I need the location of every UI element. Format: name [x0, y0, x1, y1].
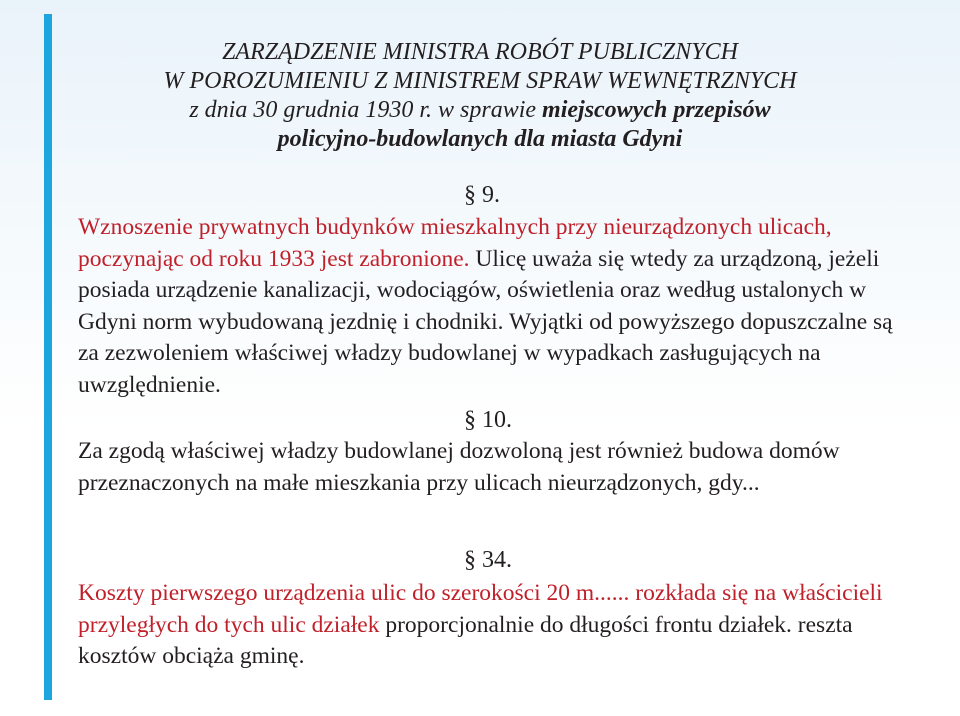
- section-10-paragraph: [78, 436, 908, 499]
- section-34-number: § 34.: [464, 547, 512, 573]
- header-line-2: W POROZUMIENIU Z MINISTREM SPRAW WEWNĘTRZNYCH: [163, 68, 797, 94]
- section-10-text: Za zgodą właściwej władzy budowlanej dozwoloną jest również budowa domów przeznaczonych na małe mieszkania przy ulicach nieurządzonych, gdy...: [78, 438, 840, 496]
- section-9-paragraph: [78, 212, 908, 401]
- header-line-3-plain: z dnia 30 grudnia 1930 r. w sprawie: [189, 97, 543, 123]
- section-9-red-text: Wznoszenie prywatnych budynków mieszkalnych przy nieurządzonych ulicach, poczynając od roku 1933 jest zabronione.: [78, 214, 832, 272]
- header-line-4: policyjno-budowlanych dla miasta Gdyni: [277, 126, 683, 152]
- header-line-3: [110, 96, 850, 125]
- section-34-text: proporcjonalnie do długości frontu działek. reszta kosztów obciąża gminę.: [78, 611, 853, 669]
- header-line-3-bold: miejscowych przepisów: [542, 97, 771, 123]
- accent-bar: [44, 14, 52, 700]
- section-10-number: § 10.: [464, 407, 512, 433]
- section-34-red-text: Koszty pierwszego urządzenia ulic do szerokości 20 m...... rozkłada się na właścicieli przyległych do tych ulic działek: [78, 580, 883, 638]
- header-line-1: ZARZĄDZENIE MINISTRA ROBÓT PUBLICZNYCH: [222, 39, 738, 65]
- section-9-text: Ulicę uważa się wtedy za urządzoną, jeżeli posiada urządzenie kanalizacji, wodociągów, oświetlenia oraz według ustalonych w Gdyni norm wybudowaną jezdnię i chodniki. Wyjątki od powyższego dopuszczalne są za zezwoleniem właściwej władzy budowlanej w wypadkach zasługujących na uwzględnienie.: [78, 245, 893, 398]
- section-9-number: § 9.: [464, 182, 500, 208]
- document-header: [110, 38, 850, 154]
- section-34-paragraph: [78, 578, 908, 673]
